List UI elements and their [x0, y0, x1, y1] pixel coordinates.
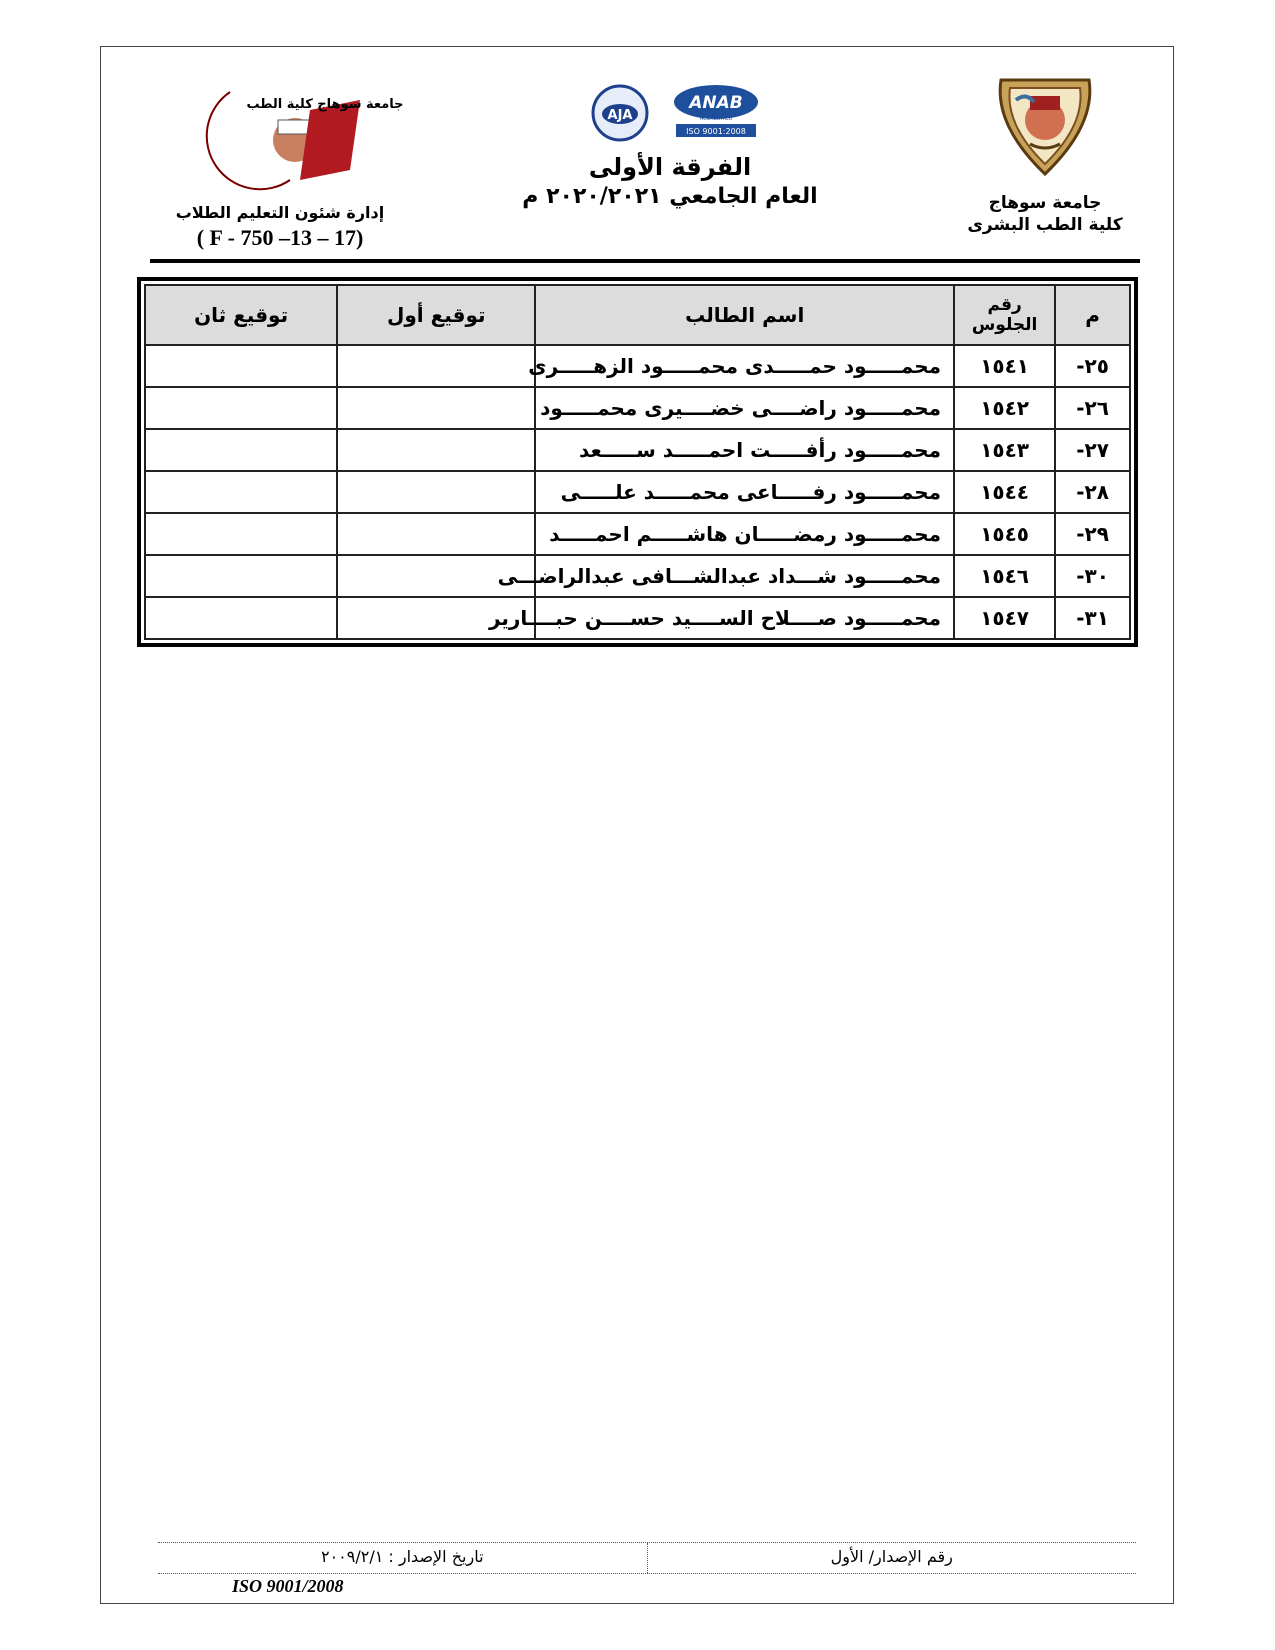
iso-label: ISO 9001/2008: [232, 1576, 344, 1596]
row-second-signature[interactable]: [145, 429, 337, 471]
row-student-name: محمـــــود رأفـــــت احمـــــد ســـــعد: [535, 429, 954, 471]
row-index: ٢٩-: [1055, 513, 1130, 555]
issue-number: رقم الإصدار/ الأول: [830, 1547, 953, 1566]
academic-year: العام الجامعي ٢٠٢٠/٢٠٢١ م: [522, 184, 818, 209]
college-name: كلية الطب البشرى: [967, 215, 1123, 235]
row-first-signature[interactable]: [337, 513, 535, 555]
header-seat-line2: الجلوس: [971, 315, 1038, 335]
row-student-name: محمـــــود حمـــــدى محمـــــود الزهـــــرى: [535, 345, 954, 387]
row-second-signature[interactable]: [145, 471, 337, 513]
title-block: [500, 84, 840, 212]
faculty-block: [160, 80, 404, 252]
row-seat-number: ١٥٤٦: [954, 555, 1055, 597]
svg-text:جامعة سوهاج كلية الطب: جامعة سوهاج كلية الطب: [246, 97, 404, 112]
form-code: ( F - 750 –13 – 17): [196, 225, 364, 250]
row-student-name: محمـــــود راضــــى خضــــيرى محمـــــود: [535, 387, 954, 429]
issue-date: تاريخ الإصدار : ٢٠٠٩/٢/١: [158, 1543, 648, 1573]
table-row: [145, 555, 1130, 597]
row-student-name: محمـــــود شـــداد عبدالشـــافى عبدالراضـــى: [535, 555, 954, 597]
table-row: [145, 471, 1130, 513]
row-index: ٢٨-: [1055, 471, 1130, 513]
header-first-signature: توقيع أول: [337, 285, 535, 345]
university-name: جامعة سوهاج: [988, 193, 1102, 213]
header-seat-number: [954, 285, 1055, 345]
row-seat-number: ١٥٤٧: [954, 597, 1055, 639]
anab-logo-icon: [672, 84, 760, 140]
department-name: إدارة شئون التعليم الطلاب: [175, 203, 385, 222]
row-second-signature[interactable]: [145, 513, 337, 555]
aja-logo-icon: [580, 84, 660, 142]
header-divider: [150, 259, 1140, 263]
table-header-row: [145, 285, 1130, 345]
row-index: ٢٥-: [1055, 345, 1130, 387]
row-seat-number: ١٥٤٤: [954, 471, 1055, 513]
row-index: ٣١-: [1055, 597, 1130, 639]
table-row: [145, 597, 1130, 639]
header-seat-line1: رقم: [987, 295, 1022, 315]
header-second-signature: توقيع ثان: [145, 285, 337, 345]
row-second-signature[interactable]: [145, 345, 337, 387]
row-student-name: محمـــــود رمضـــــان هاشـــــم احمـــــد: [535, 513, 954, 555]
faculty-logo-icon: [190, 80, 404, 190]
row-first-signature[interactable]: [337, 471, 535, 513]
row-second-signature[interactable]: [145, 555, 337, 597]
svg-text:ISO 9001:2008: ISO 9001:2008: [686, 127, 746, 136]
row-seat-number: ١٥٤٣: [954, 429, 1055, 471]
students-table-wrapper: [137, 277, 1138, 647]
row-index: ٢٧-: [1055, 429, 1130, 471]
row-first-signature[interactable]: [337, 429, 535, 471]
svg-text:ANAB: ANAB: [689, 93, 743, 113]
row-index: ٣٠-: [1055, 555, 1130, 597]
row-first-signature[interactable]: [337, 345, 535, 387]
header-student-name: اسم الطالب: [535, 285, 954, 345]
row-first-signature[interactable]: [337, 387, 535, 429]
university-seal-icon: [986, 70, 1104, 182]
university-block: [950, 70, 1140, 236]
svg-text:ACCREDITED: ACCREDITED: [699, 116, 733, 122]
row-second-signature[interactable]: [145, 387, 337, 429]
table-row: [145, 513, 1130, 555]
header-index: م: [1055, 285, 1130, 345]
row-student-name: محمـــــود صــــلاح الســــيد حســــن حبــــارير: [535, 597, 954, 639]
students-table: [144, 284, 1131, 640]
row-index: ٢٦-: [1055, 387, 1130, 429]
row-seat-number: ١٥٤٢: [954, 387, 1055, 429]
row-second-signature[interactable]: [145, 597, 337, 639]
certification-logos: [500, 84, 840, 144]
svg-text:AJA: AJA: [607, 108, 633, 123]
table-row: [145, 429, 1130, 471]
academic-level: الفرقة الأولى: [588, 153, 752, 181]
table-row: [145, 387, 1130, 429]
table-row: [145, 345, 1130, 387]
row-seat-number: ١٥٤١: [954, 345, 1055, 387]
row-seat-number: ١٥٤٥: [954, 513, 1055, 555]
row-student-name: محمـــــود رفـــــاعى محمـــــد علـــــى: [535, 471, 954, 513]
document-footer: [158, 1542, 1136, 1574]
